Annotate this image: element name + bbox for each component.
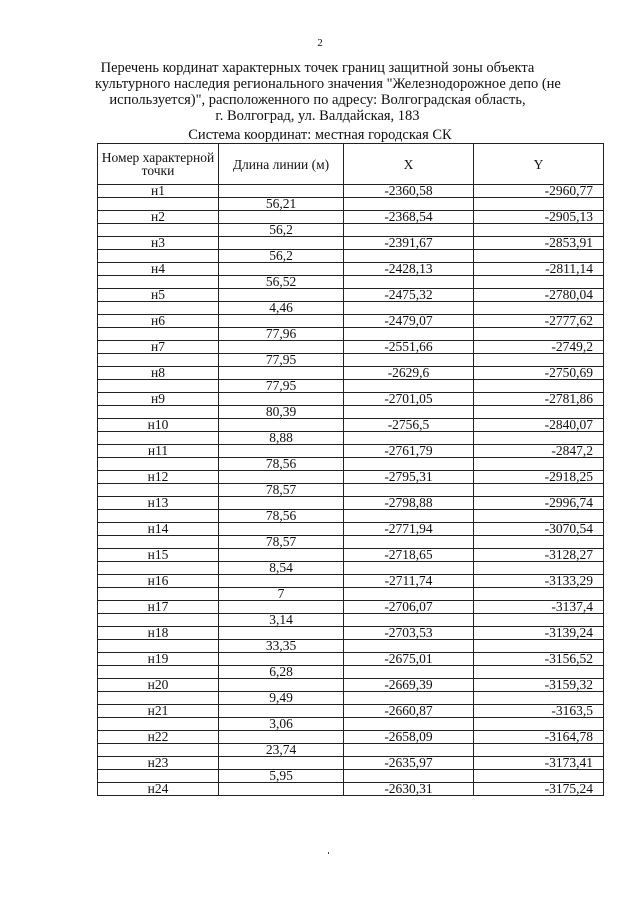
- x-coordinate-cell: -2701,05: [344, 393, 474, 406]
- table-row-point: [98, 445, 604, 458]
- point-number-cell: н17: [98, 601, 219, 614]
- point-number-cell: н6: [98, 315, 219, 328]
- line-length-cell: 8,54: [219, 562, 344, 575]
- line-length-cell: 78,56: [219, 458, 344, 471]
- point-number-cell: н23: [98, 757, 219, 770]
- y-coordinate-cell: -3128,27: [474, 549, 604, 562]
- line-length-cell: 7: [219, 588, 344, 601]
- x-coordinate-cell: -2629,6: [344, 367, 474, 380]
- point-number-cell: н16: [98, 575, 219, 588]
- line-length-cell: 78,57: [219, 536, 344, 549]
- point-number-cell: н12: [98, 471, 219, 484]
- table-row-point: [98, 679, 604, 692]
- length-empty-cell: [219, 783, 344, 796]
- point-number-cell: н4: [98, 263, 219, 276]
- title-line-3: используется)", расположенного по адресу: Волгоградская область,: [109, 92, 526, 108]
- x-coordinate-cell: -2771,94: [344, 523, 474, 536]
- table-row-point: [98, 211, 604, 224]
- x-coordinate-cell: -2658,09: [344, 731, 474, 744]
- title-line-4: г. Волгоград, ул. Валдайская, 183: [215, 108, 420, 124]
- table-row-length: [98, 432, 604, 445]
- table-row-point: [98, 757, 604, 770]
- line-length-cell: 6,28: [219, 666, 344, 679]
- x-coordinate-cell: -2428,13: [344, 263, 474, 276]
- title-line-1: Перечень кординат характерных точек границ защитной зоны объекта: [100, 60, 535, 76]
- y-coordinate-cell: -2777,62: [474, 315, 604, 328]
- x-coordinate-cell: -2360,58: [344, 185, 474, 198]
- table-row-length: [98, 744, 604, 757]
- table-row-length: [98, 224, 604, 237]
- y-coordinate-cell: -2960,77: [474, 185, 604, 198]
- point-number-cell: н11: [98, 445, 219, 458]
- y-coordinate-cell: -3164,78: [474, 731, 604, 744]
- table-row-length: [98, 406, 604, 419]
- line-length-cell: 56,2: [219, 224, 344, 237]
- y-coordinate-cell: -3175,24: [474, 783, 604, 796]
- table-row-length: [98, 458, 604, 471]
- point-number-cell: н24: [98, 783, 219, 796]
- table-row-length: [98, 510, 604, 523]
- table-row-point: [98, 315, 604, 328]
- y-coordinate-cell: -2840,07: [474, 419, 604, 432]
- x-coordinate-cell: -2706,07: [344, 601, 474, 614]
- line-length-cell: 77,95: [219, 354, 344, 367]
- x-coordinate-cell: -2475,32: [344, 289, 474, 302]
- x-coordinate-cell: -2630,31: [344, 783, 474, 796]
- table-row-point: [98, 705, 604, 718]
- line-length-cell: 78,56: [219, 510, 344, 523]
- y-coordinate-cell: -2996,74: [474, 497, 604, 510]
- point-number-cell: н20: [98, 679, 219, 692]
- line-length-cell: 78,57: [219, 484, 344, 497]
- x-coordinate-cell: -2798,88: [344, 497, 474, 510]
- line-length-cell: 33,35: [219, 640, 344, 653]
- x-coordinate-cell: -2718,65: [344, 549, 474, 562]
- y-coordinate-cell: -2749,2: [474, 341, 604, 354]
- x-coordinate-cell: -2368,54: [344, 211, 474, 224]
- line-length-cell: 3,06: [219, 718, 344, 731]
- table-row-length: [98, 640, 604, 653]
- table-row-length: [98, 614, 604, 627]
- line-length-cell: 77,96: [219, 328, 344, 341]
- page-number: 2: [317, 37, 323, 49]
- point-number-cell: н10: [98, 419, 219, 432]
- table-row-length: [98, 588, 604, 601]
- line-length-cell: 8,88: [219, 432, 344, 445]
- x-coordinate-cell: -2761,79: [344, 445, 474, 458]
- y-coordinate-cell: -3163,5: [474, 705, 604, 718]
- y-coordinate-cell: -2780,04: [474, 289, 604, 302]
- point-number-cell: н9: [98, 393, 219, 406]
- point-number-cell: н3: [98, 237, 219, 250]
- line-length-cell: 9,49: [219, 692, 344, 705]
- line-length-cell: 80,39: [219, 406, 344, 419]
- y-coordinate-cell: -2918,25: [474, 471, 604, 484]
- header-point-number: Номер характерной точки: [98, 144, 219, 185]
- coordinate-system-caption: Система координат: местная городская СК: [188, 127, 452, 143]
- table-row-point: [98, 341, 604, 354]
- table-row-length: [98, 198, 604, 211]
- point-number-cell: н2: [98, 211, 219, 224]
- table-row-point: [98, 653, 604, 666]
- table-row-point: [98, 523, 604, 536]
- table-row-length: [98, 536, 604, 549]
- y-coordinate-cell: -2847,2: [474, 445, 604, 458]
- table-row-point: [98, 263, 604, 276]
- table-row-point: [98, 237, 604, 250]
- y-coordinate-cell: -2853,91: [474, 237, 604, 250]
- x-coordinate-cell: -2711,74: [344, 575, 474, 588]
- x-coordinate-cell: -2391,67: [344, 237, 474, 250]
- table-body: [98, 185, 604, 796]
- y-coordinate-cell: -3070,54: [474, 523, 604, 536]
- table-row-length: [98, 562, 604, 575]
- table-row-length: [98, 770, 604, 783]
- y-coordinate-cell: -3156,52: [474, 653, 604, 666]
- point-number-cell: н8: [98, 367, 219, 380]
- coordinates-table: [97, 143, 604, 796]
- line-length-cell: 56,2: [219, 250, 344, 263]
- table-row-length: [98, 692, 604, 705]
- table-row-point: [98, 419, 604, 432]
- line-length-cell: 23,74: [219, 744, 344, 757]
- header-line-length: Длина линии (м): [219, 144, 344, 185]
- y-coordinate-cell: -3139,24: [474, 627, 604, 640]
- line-length-cell: 5,95: [219, 770, 344, 783]
- point-number-cell: н22: [98, 731, 219, 744]
- point-number-cell: н19: [98, 653, 219, 666]
- y-coordinate-cell: -2781,86: [474, 393, 604, 406]
- table-row-point: [98, 497, 604, 510]
- table-row-point: [98, 575, 604, 588]
- document-title: [95, 60, 561, 124]
- table-row-point: [98, 783, 604, 796]
- table-row-length: [98, 718, 604, 731]
- header-x: X: [344, 144, 474, 185]
- point-number-cell: н7: [98, 341, 219, 354]
- table-row-length: [98, 354, 604, 367]
- line-length-cell: 4,46: [219, 302, 344, 315]
- table-row-length: [98, 302, 604, 315]
- point-number-cell: н21: [98, 705, 219, 718]
- table-row-point: [98, 601, 604, 614]
- header-y: Y: [474, 144, 604, 185]
- point-number-cell: н13: [98, 497, 219, 510]
- table-row-point: [98, 367, 604, 380]
- point-number-cell: н15: [98, 549, 219, 562]
- table-row-point: [98, 471, 604, 484]
- y-coordinate-cell: -3173,41: [474, 757, 604, 770]
- table-row-length: [98, 276, 604, 289]
- y-coordinate-cell: -3159,32: [474, 679, 604, 692]
- scan-speck: [328, 852, 329, 854]
- y-coordinate-cell: -3137,4: [474, 601, 604, 614]
- table-row-point: [98, 393, 604, 406]
- table-row-length: [98, 380, 604, 393]
- table-row-length: [98, 484, 604, 497]
- table-row-length: [98, 328, 604, 341]
- table-row-point: [98, 731, 604, 744]
- line-length-cell: 56,21: [219, 198, 344, 211]
- y-coordinate-cell: -3133,29: [474, 575, 604, 588]
- point-number-cell: н1: [98, 185, 219, 198]
- line-length-cell: 3,14: [219, 614, 344, 627]
- x-coordinate-cell: -2551,66: [344, 341, 474, 354]
- y-coordinate-cell: -2750,69: [474, 367, 604, 380]
- table-row-length: [98, 666, 604, 679]
- x-coordinate-cell: -2675,01: [344, 653, 474, 666]
- line-length-cell: 77,95: [219, 380, 344, 393]
- table-row-length: [98, 250, 604, 263]
- table-row-point: [98, 549, 604, 562]
- point-number-cell: н14: [98, 523, 219, 536]
- x-coordinate-cell: -2756,5: [344, 419, 474, 432]
- x-coordinate-cell: -2703,53: [344, 627, 474, 640]
- table-header-row: [98, 144, 604, 185]
- x-coordinate-cell: -2669,39: [344, 679, 474, 692]
- y-coordinate-cell: -2905,13: [474, 211, 604, 224]
- x-coordinate-cell: -2479,07: [344, 315, 474, 328]
- x-coordinate-cell: -2635,97: [344, 757, 474, 770]
- table-row-point: [98, 289, 604, 302]
- y-coordinate-cell: -2811,14: [474, 263, 604, 276]
- title-line-2: культурного наследия регионального значения "Железнодорожное депо (не: [95, 76, 561, 92]
- line-length-cell: 56,52: [219, 276, 344, 289]
- x-coordinate-cell: -2660,87: [344, 705, 474, 718]
- point-number-cell: н18: [98, 627, 219, 640]
- table-row-point: [98, 627, 604, 640]
- table-row-point: [98, 185, 604, 198]
- x-coordinate-cell: -2795,31: [344, 471, 474, 484]
- point-number-cell: н5: [98, 289, 219, 302]
